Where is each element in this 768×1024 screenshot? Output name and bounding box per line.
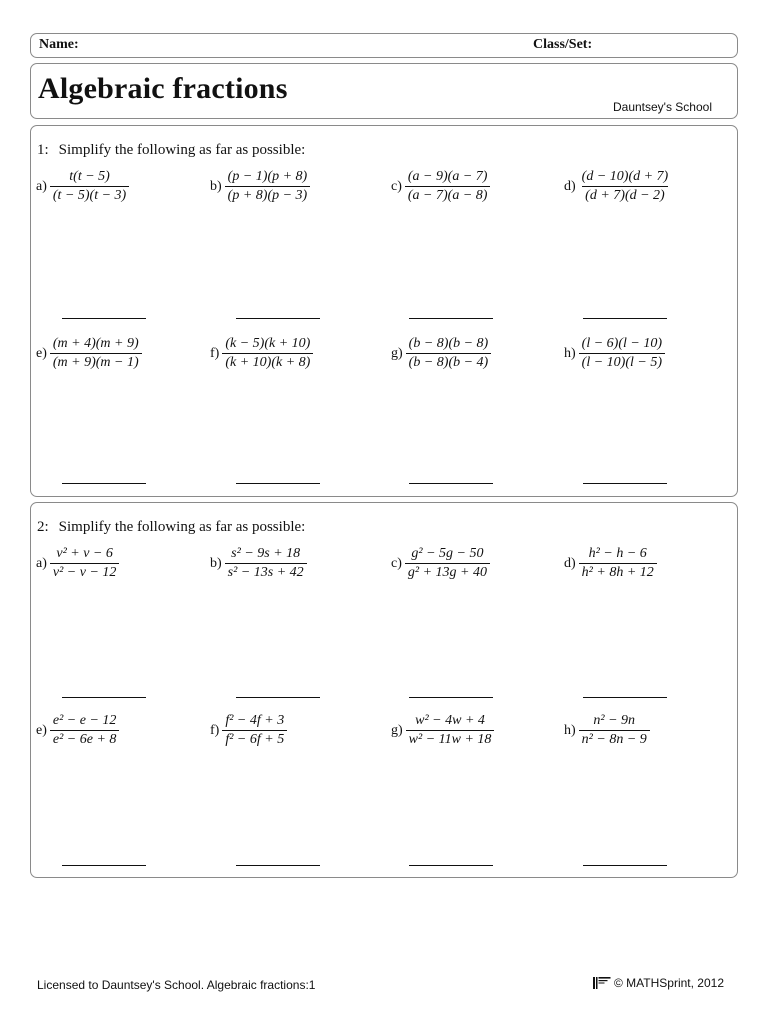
fraction-denominator: w² − 11w + 18 [406,730,495,748]
fraction-numerator: t(t − 5) [69,169,110,184]
question-2-h [564,713,650,748]
question-label: g) [391,722,403,738]
question-label: b) [210,555,222,571]
answer-line[interactable] [62,865,146,866]
fraction-numerator: (m + 4)(m + 9) [52,336,139,351]
fraction-numerator: (b − 8)(b − 8) [408,336,489,351]
answer-line[interactable] [583,865,667,866]
question-label: c) [391,178,402,194]
question-1-a [36,169,129,204]
section-number: 1: [37,142,49,158]
section-2-instruction [37,519,305,536]
question-1-c [391,169,490,204]
fraction-denominator: g² + 13g + 40 [405,563,490,581]
question-1-h [564,336,665,371]
answer-line[interactable] [62,483,146,484]
class-set-label: Class/Set: [533,37,593,52]
fraction [50,713,120,748]
question-label: e) [36,345,47,361]
fraction-denominator: f² − 6f + 5 [222,730,287,748]
fraction-denominator: e² − 6e + 8 [50,730,120,748]
fraction-numerator: n² − 9n [593,713,636,728]
question-label: d) [564,178,576,194]
fraction [405,169,491,204]
fraction-denominator: (m + 9)(m − 1) [50,353,142,371]
fraction-denominator: n² − 8n − 9 [579,730,650,748]
question-1-d [564,169,671,204]
copyright-text: © MATHSprint, 2012 [614,976,724,990]
fraction-numerator: s² − 9s + 18 [231,546,301,561]
question-1-e [36,336,142,371]
answer-line[interactable] [236,865,320,866]
answer-line[interactable] [583,697,667,698]
fraction-denominator: v² − v − 12 [50,563,120,581]
fraction-denominator: (b − 8)(b − 4) [406,353,492,371]
question-label: c) [391,555,402,571]
fraction-numerator: w² − 4w + 4 [415,713,485,728]
fraction-numerator: (l − 6)(l − 10) [581,336,662,351]
fraction-numerator: (p − 1)(p + 8) [227,169,308,184]
fraction-numerator: e² − e − 12 [52,713,117,728]
answer-line[interactable] [409,697,493,698]
question-label: g) [391,345,403,361]
fraction-numerator: h² − h − 6 [588,546,647,561]
question-2-f [210,713,287,748]
question-label: h) [564,722,576,738]
answer-line[interactable] [236,318,320,319]
title-bar [30,63,738,119]
fraction [225,169,311,204]
answer-line[interactable] [62,697,146,698]
answer-line[interactable] [583,318,667,319]
fraction [405,546,490,581]
fraction-denominator: (l − 10)(l − 5) [579,353,665,371]
answer-line[interactable] [409,865,493,866]
fraction [406,336,492,371]
question-2-e [36,713,119,748]
question-label: a) [36,178,47,194]
fraction [579,336,665,371]
answer-line[interactable] [409,483,493,484]
fraction-denominator: (k + 10)(k + 8) [222,353,313,371]
question-label: h) [564,345,576,361]
question-label: d) [564,555,576,571]
fraction [50,336,142,371]
question-label: f) [210,345,220,361]
question-2-a [36,546,119,581]
question-2-b [210,546,307,581]
answer-line[interactable] [236,483,320,484]
fraction-numerator: f² − 4f + 3 [225,713,285,728]
fraction-numerator: (k − 5)(k + 10) [225,336,311,351]
answer-line[interactable] [583,483,667,484]
fraction-numerator: g² − 5g − 50 [411,546,484,561]
question-1-g [391,336,491,371]
fraction-denominator: (d + 7)(d − 2) [582,186,668,204]
question-label: a) [36,555,47,571]
fraction [579,169,672,204]
question-label: b) [210,178,222,194]
header-bar [30,33,738,58]
fraction-denominator: (a − 7)(a − 8) [405,186,491,204]
fraction [50,546,120,581]
fraction-numerator: (a − 9)(a − 7) [407,169,488,184]
fraction-denominator: (t − 5)(t − 3) [50,186,129,204]
mathsprint-logo-icon [592,976,612,990]
question-label: f) [210,722,220,738]
question-2-g [391,713,494,748]
question-label: e) [36,722,47,738]
section-1 [30,125,738,497]
question-2-c [391,546,490,581]
license-footer: Licensed to Dauntsey's School. Algebraic fractions:1 [37,978,316,992]
fraction [225,546,307,581]
question-1-f [210,336,313,371]
answer-line[interactable] [62,318,146,319]
fraction-denominator: s² − 13s + 42 [225,563,307,581]
instruction-text: Simplify the following as far as possible: [58,519,306,535]
section-2 [30,502,738,878]
fraction [50,169,129,204]
name-label: Name: [39,37,79,52]
copyright-footer [592,976,724,990]
section-number: 2: [37,519,49,535]
fraction [222,713,287,748]
fraction-numerator: (d − 10)(d + 7) [581,169,669,184]
question-1-b [210,169,310,204]
answer-line[interactable] [409,318,493,319]
instruction-text: Simplify the following as far as possible: [58,142,306,158]
school-name: Dauntsey's School [612,100,712,114]
fraction-denominator: h² + 8h + 12 [579,563,657,581]
fraction [579,713,650,748]
section-1-instruction [37,142,305,159]
fraction [579,546,657,581]
question-2-d [564,546,657,581]
fraction-denominator: (p + 8)(p − 3) [225,186,311,204]
fraction [406,713,495,748]
fraction-numerator: v² + v − 6 [56,546,113,561]
answer-line[interactable] [236,697,320,698]
page-title: Algebraic fractions [38,72,288,105]
fraction [222,336,313,371]
